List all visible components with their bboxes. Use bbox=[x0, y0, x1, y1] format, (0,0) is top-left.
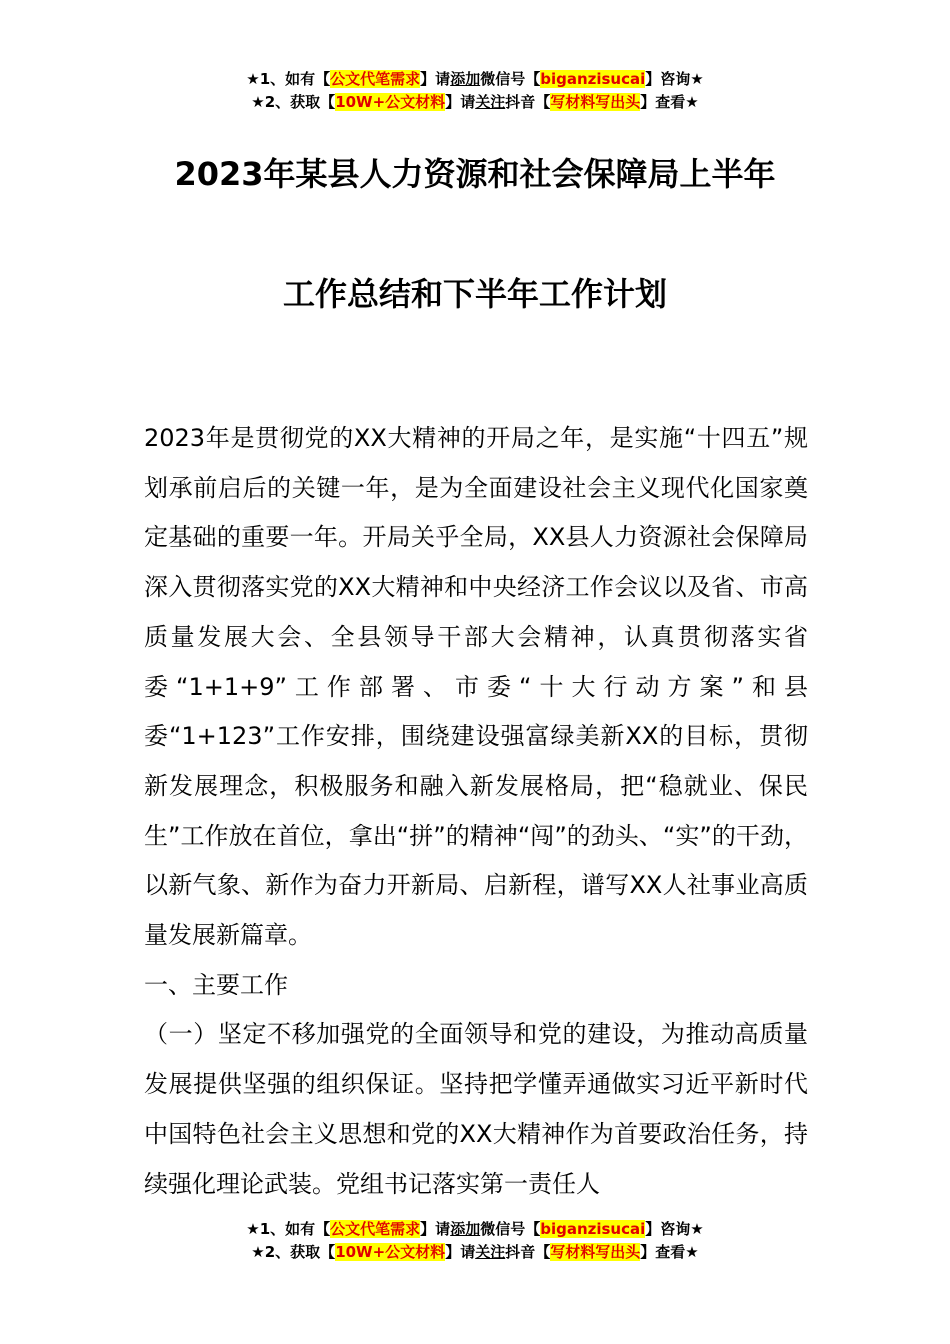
document-title-line-2: 工作总结和下半年工作计划 bbox=[282, 275, 667, 313]
document-title-line-1: 2023年某县人力资源和社会保障局上半年 bbox=[174, 155, 776, 193]
promo-line-2-suffix: 】查看★ bbox=[640, 93, 699, 111]
promo-line-2 bbox=[0, 1241, 950, 1264]
promo-douyin-account: 写材料写出头 bbox=[550, 1243, 641, 1261]
promo-line-1 bbox=[0, 1218, 950, 1241]
document-body bbox=[144, 414, 808, 1209]
promo-line-1-suffix: 】咨询★ bbox=[645, 1220, 704, 1238]
promo-line-2-middle: 】请 bbox=[445, 1243, 476, 1261]
section-heading: 一、主要工作 bbox=[144, 970, 288, 999]
footer-promo-banner bbox=[0, 1218, 950, 1264]
section-paragraph: （一）坚定不移加强党的全面领导和党的建设，为推动高质量发展提供坚强的组织保证。坚持把学懂弄通做实习近平新时代中国特色社会主义思想和党的XX大精神作为首要政治任务，持续强化理论武装。党组书记落实第一责任人 bbox=[144, 1020, 808, 1198]
promo-line-1-middle: 】请 bbox=[420, 1220, 451, 1238]
promo-service-highlight: 公文代笔需求 bbox=[330, 1220, 421, 1238]
intro-paragraph: 2023年是贯彻党的XX大精神的开局之年，是实施“十四五”规划承前启后的关键一年，是为全面建设社会主义现代化国家奠定基础的重要一年。开局关乎全局，XX县人力资源社会保障局深入贯彻落实党的XX大精神和中央经济工作会议以及省、市高质量发展大会、全县领导干部大会精神，认真贯彻落实省委“1+1+9”工作部署、市委“十大行动方案”和县委“1+123”工作安排，围绕建设强富绿美新XX的目标，贯彻新发展理念，积极服务和融入新发展格局，把“稳就业、保民生”工作放在首位，拿出“拼”的精神“闯”的劲头、“实”的干劲，以新气象、新作为奋力开新局、启新程，谱写XX人社事业高质量发展新篇章。 bbox=[144, 424, 808, 950]
promo-line-1-middle-2: 微信号【 bbox=[480, 70, 541, 88]
promo-line-1-middle-2: 微信号【 bbox=[480, 1220, 541, 1238]
promo-wechat-id: biganzisucai bbox=[540, 70, 646, 88]
promo-line-1-middle: 】请 bbox=[420, 70, 451, 88]
promo-line-1-prefix: ★1、如有【 bbox=[246, 1220, 331, 1238]
promo-materials-highlight: 10W+公文材料 bbox=[335, 93, 446, 111]
promo-line-2-middle-2: 抖音【 bbox=[505, 93, 551, 111]
promo-line-2-underlined: 关注 bbox=[475, 1243, 506, 1261]
promo-wechat-id: biganzisucai bbox=[540, 1220, 646, 1238]
promo-service-highlight: 公文代笔需求 bbox=[330, 70, 421, 88]
promo-line-1-prefix: ★1、如有【 bbox=[246, 70, 331, 88]
promo-line-1 bbox=[0, 68, 950, 91]
promo-line-2-underlined: 关注 bbox=[475, 93, 506, 111]
promo-line-1-suffix: 】咨询★ bbox=[645, 70, 704, 88]
promo-line-1-underlined: 添加 bbox=[450, 70, 481, 88]
promo-line-2-prefix: ★2、获取【 bbox=[251, 93, 336, 111]
promo-line-1-underlined: 添加 bbox=[450, 1220, 481, 1238]
header-promo-banner bbox=[0, 68, 950, 114]
promo-line-2-suffix: 】查看★ bbox=[640, 1243, 699, 1261]
promo-line-2-middle: 】请 bbox=[445, 93, 476, 111]
promo-materials-highlight: 10W+公文材料 bbox=[335, 1243, 446, 1261]
promo-line-2 bbox=[0, 91, 950, 114]
promo-douyin-account: 写材料写出头 bbox=[550, 93, 641, 111]
promo-line-2-middle-2: 抖音【 bbox=[505, 1243, 551, 1261]
promo-line-2-prefix: ★2、获取【 bbox=[251, 1243, 336, 1261]
